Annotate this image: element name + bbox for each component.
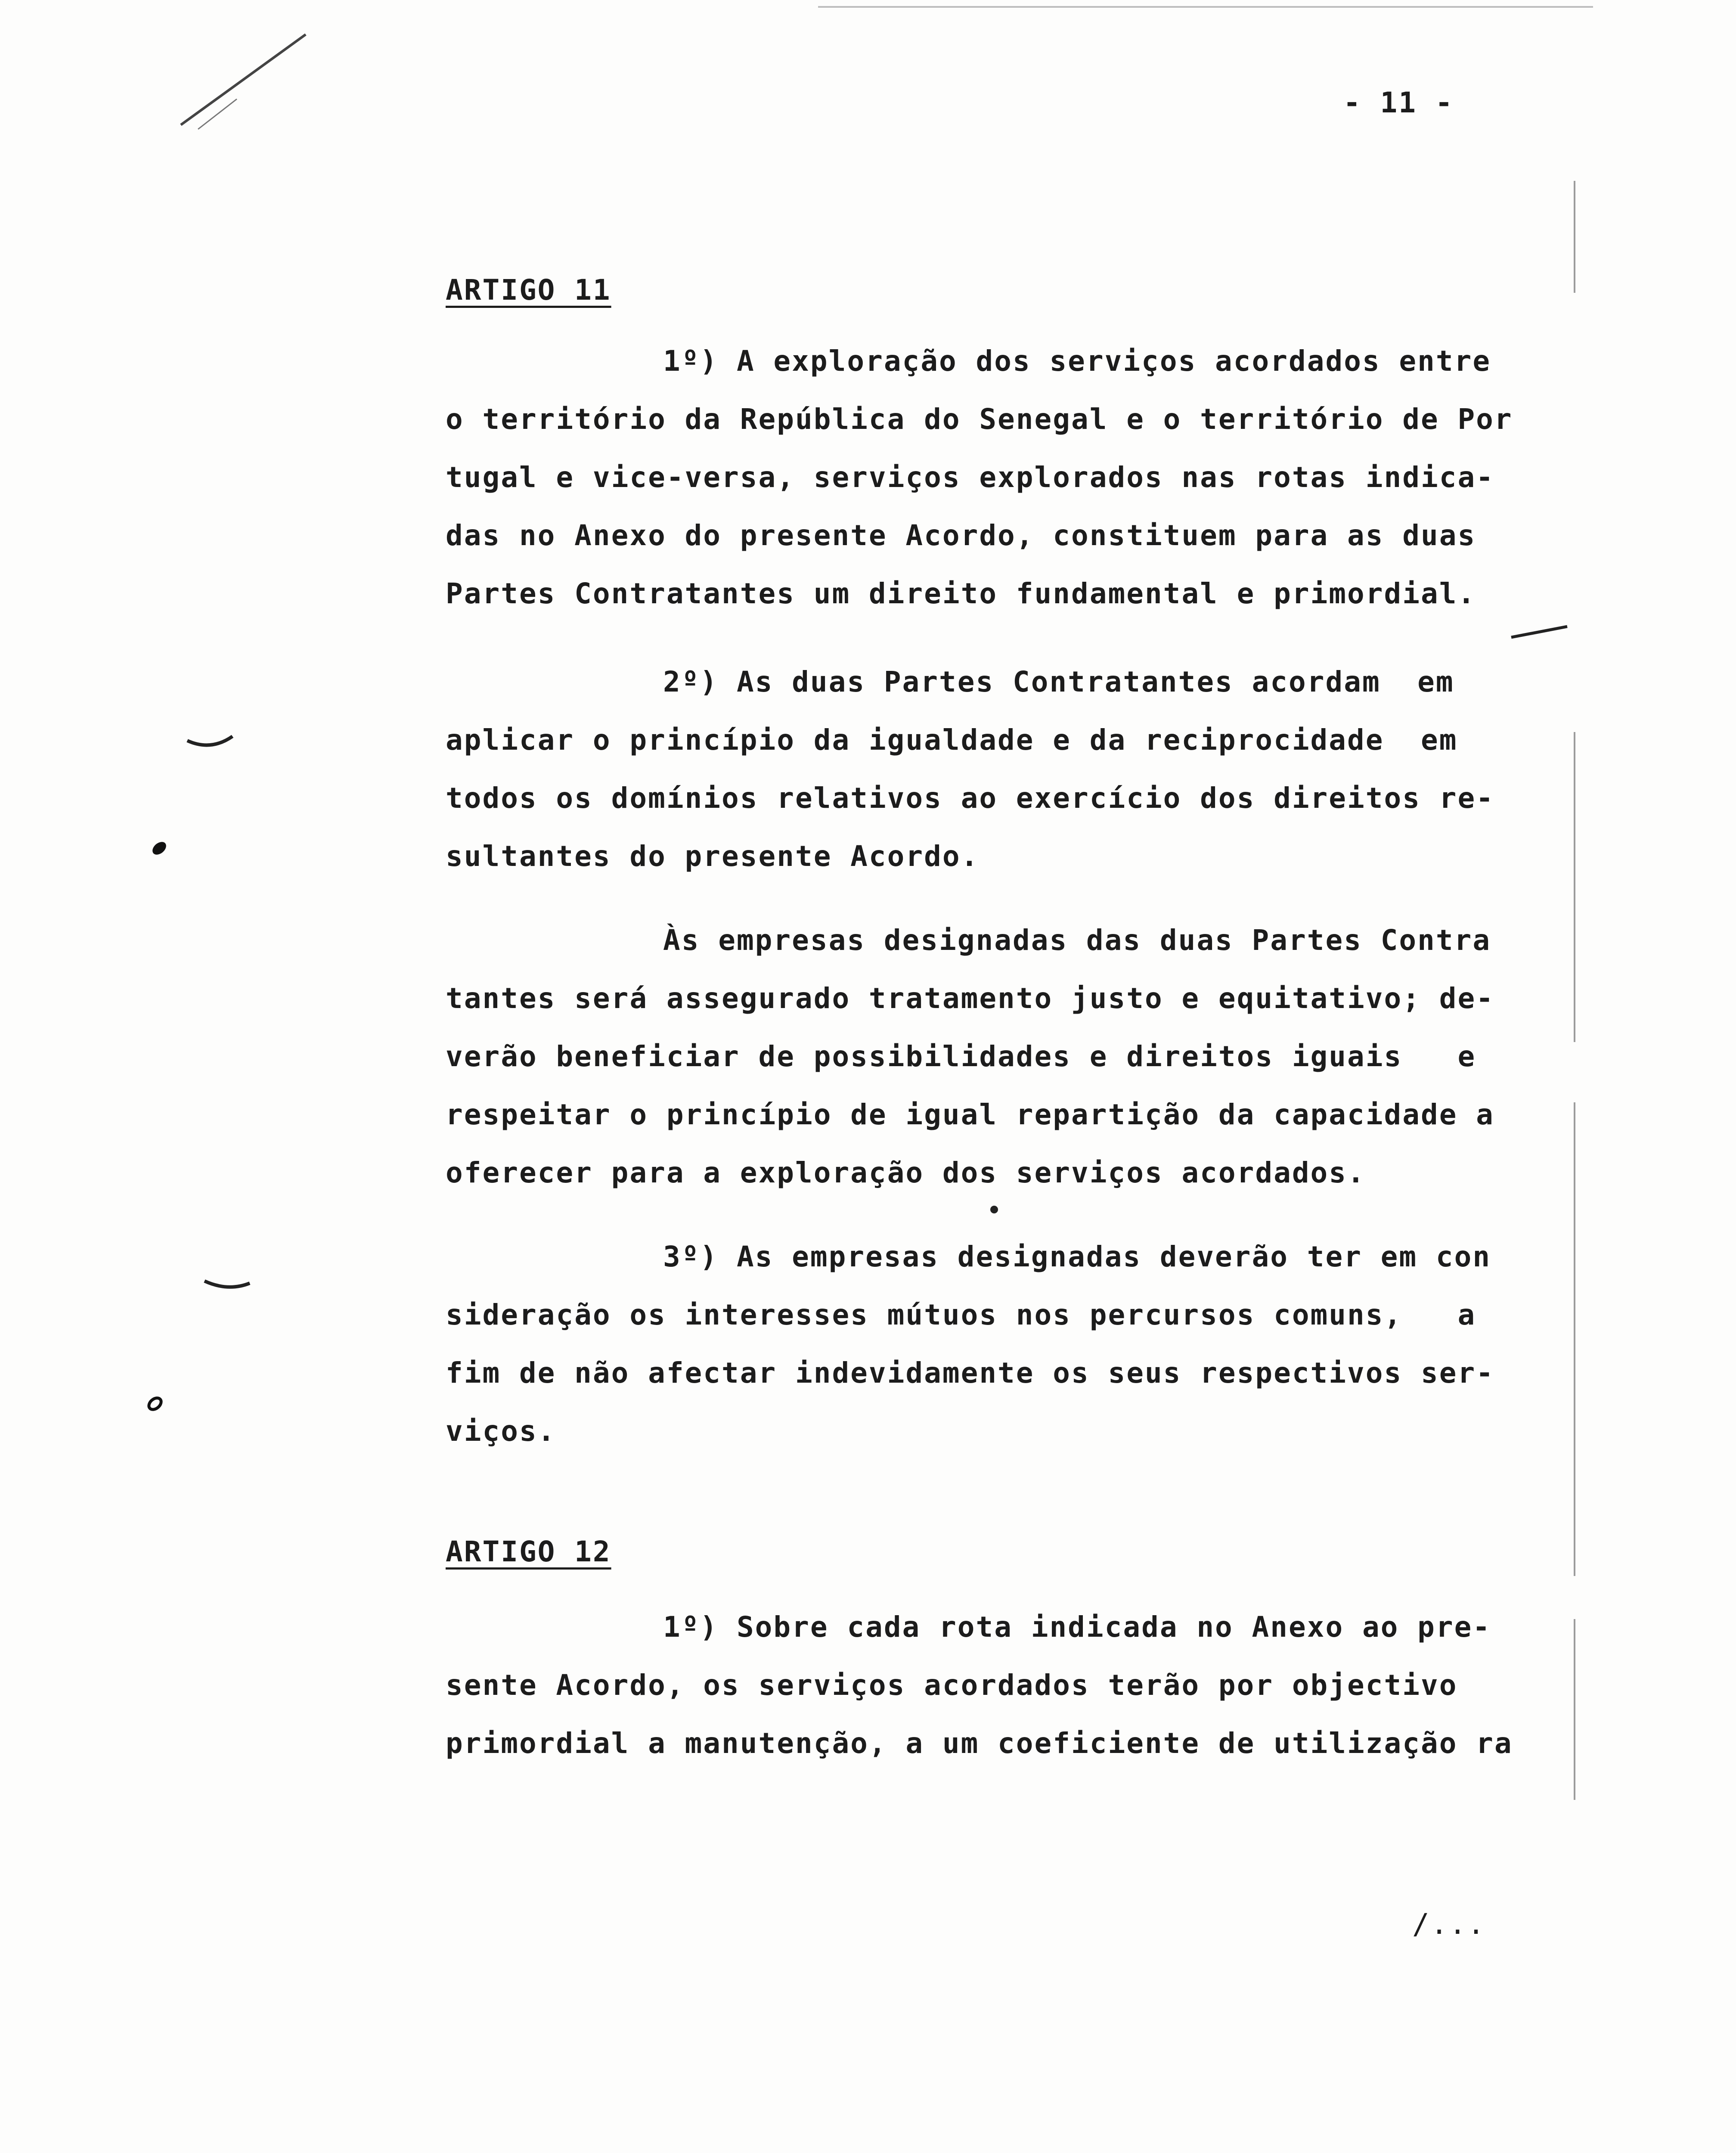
paragraph-line: fim de não afectar indevidamente os seus respectivos ser- [446,1356,1494,1390]
paragraph-line: verão beneficiar de possibilidades e direitos iguais e [446,1040,1476,1073]
paragraph-line: 3º) As empresas designadas deverão ter em con [663,1240,1491,1273]
paragraph-line: sente Acordo, os serviços acordados terão por objectivo [446,1669,1458,1702]
continuation-mark: /... [1412,1908,1486,1941]
margin-tick-mark [202,1275,254,1300]
page-number: - 11 - [1343,86,1454,119]
paragraph-line: sideração os interesses mútuos nos percursos comuns, a [446,1298,1476,1331]
ink-dot [990,1206,998,1213]
paragraph-line: respeitar o princípio de igual repartição da capacidade a [446,1098,1494,1131]
article-12-heading: ARTIGO 12 [446,1535,611,1568]
paragraph-line: viços. [446,1415,556,1448]
right-margin-mark [1574,181,1575,293]
margin-blot-mark [146,835,172,861]
paragraph-line: o território da República do Senegal e o território de Por [446,403,1513,436]
paragraph-line: Partes Contratantes um direito fundamental e primordial. [446,577,1476,610]
paragraph-line: das no Anexo do presente Acordo, constituem para as duas [446,519,1476,552]
right-margin-mark [1574,732,1575,1042]
right-margin-mark [1574,1619,1575,1800]
corner-scratch-mark [172,22,319,151]
paragraph-line: 1º) A exploração dos serviços acordados entre [663,344,1491,378]
article-11-heading: ARTIGO 11 [446,273,611,307]
margin-tick-mark [185,732,237,758]
paragraph-line: oferecer para a exploração dos serviços acordados. [446,1156,1366,1189]
top-edge-line [818,6,1593,8]
paragraph-line: 1º) Sobre cada rota indicada no Anexo ao pre- [663,1610,1491,1644]
paragraph-line: tugal e vice-versa, serviços explorados nas rotas indica- [446,461,1494,494]
paragraph-line: sultantes do presente Acordo. [446,840,980,873]
right-margin-mark [1574,1102,1575,1576]
margin-dash-mark [1507,620,1572,646]
paragraph-line: primordial a manutenção, a um coeficiente de utilização ra [446,1727,1513,1760]
paragraph-line: 2º) As duas Partes Contratantes acordam em [663,665,1454,698]
paragraph-line: aplicar o princípio da igualdade e da reciprocidade em [446,723,1458,757]
paragraph-line: Às empresas designadas das duas Partes Contra [663,924,1491,957]
margin-blot-mark [142,1391,168,1417]
paragraph-line: tantes será assegurado tratamento justo e equitativo; de- [446,982,1494,1015]
paragraph-line: todos os domínios relativos ao exercício dos direitos re- [446,782,1494,815]
